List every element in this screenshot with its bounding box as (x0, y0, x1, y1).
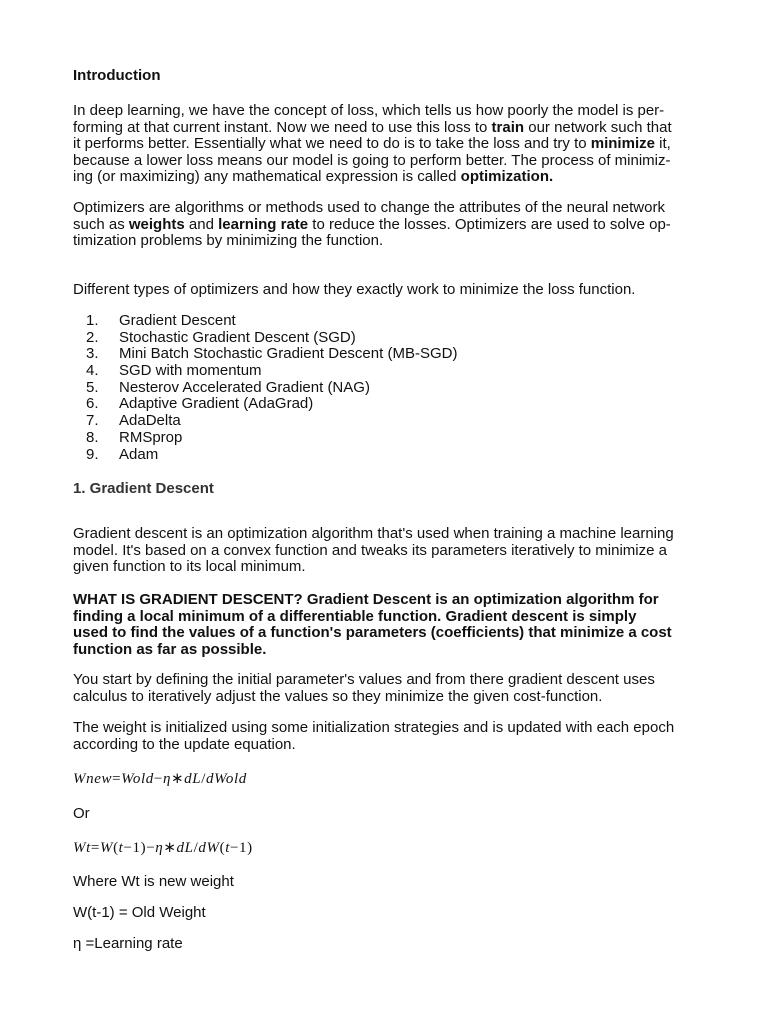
gd-paragraph-definition: Gradient descent is an optimization algorithm that's used when training a machine learning model. It's based on a convex function and tweaks its parameters iteratively to minimize a given function to its local minimum. (73, 525, 674, 576)
where-text: Where Wt is new weight (73, 873, 234, 890)
section-heading-gradient-descent: 1. Gradient Descent (73, 480, 214, 497)
update-equation-2: Wt=W(t−1)−η∗dL/dW(t−1) (73, 840, 253, 856)
list-item: 8. RMSprop (86, 428, 183, 446)
list-item: 6. Adaptive Gradient (AdaGrad) (86, 395, 314, 413)
gd-paragraph-weight-init: The weight is initialized using some initialization strategies and is updated with each epoch according to the update equation. (73, 719, 675, 753)
intro-paragraph-types: Different types of optimizers and how they exactly work to minimize the loss function. (73, 281, 636, 298)
list-item: 7. AdaDelta (86, 412, 181, 430)
section-heading-introduction: Introduction (73, 67, 161, 84)
intro-paragraph-loss: In deep learning, we have the concept of loss, which tells us how poorly the model is per- forming at that current instant. Now we need to use this loss to train our network such that it performs better. Essentially what we need to do is to take the loss and try to minimize it, because a lower loss means our model is going to perform better. The process of minimiz- ing (or maximizing) any mathematical expression is called optimization. (73, 102, 672, 186)
gd-paragraph-calculus: You start by defining the initial parameter's values and from there gradient descent uses calculus to iteratively adjust the values so they minimize the given cost-function. (73, 671, 655, 705)
list-item: 9. Adam (86, 445, 159, 463)
old-weight-text: W(t-1) = Old Weight (73, 904, 206, 921)
update-equation-1: Wnew=Wold−η∗dL/dWold (73, 771, 247, 787)
intro-paragraph-optimizers: Optimizers are algorithms or methods used to change the attributes of the neural network such as weights and learning rate to reduce the losses. Optimizers are used to solve op- timization problems by minimizing the function. (73, 199, 671, 250)
list-item: 1. Gradient Descent (86, 312, 236, 329)
learning-rate-text: η =Learning rate (73, 935, 183, 952)
list-item: 2. Stochastic Gradient Descent (SGD) (86, 328, 356, 346)
list-item: 3. Mini Batch Stochastic Gradient Descent (MB-SGD) (86, 345, 458, 363)
list-item: 4. SGD with momentum (86, 362, 262, 380)
or-text: Or (73, 805, 90, 822)
optimizer-list (73, 313, 698, 463)
list-item: 5. Nesterov Accelerated Gradient (NAG) (86, 378, 370, 396)
gd-paragraph-what-is: WHAT IS GRADIENT DESCENT? Gradient Descent is an optimization algorithm for finding a local minimum of a differentiable function. Gradient descent is simply used to find the values of a function's parameters (coefficients) that minimize a cost function as far as possible. (73, 591, 672, 658)
